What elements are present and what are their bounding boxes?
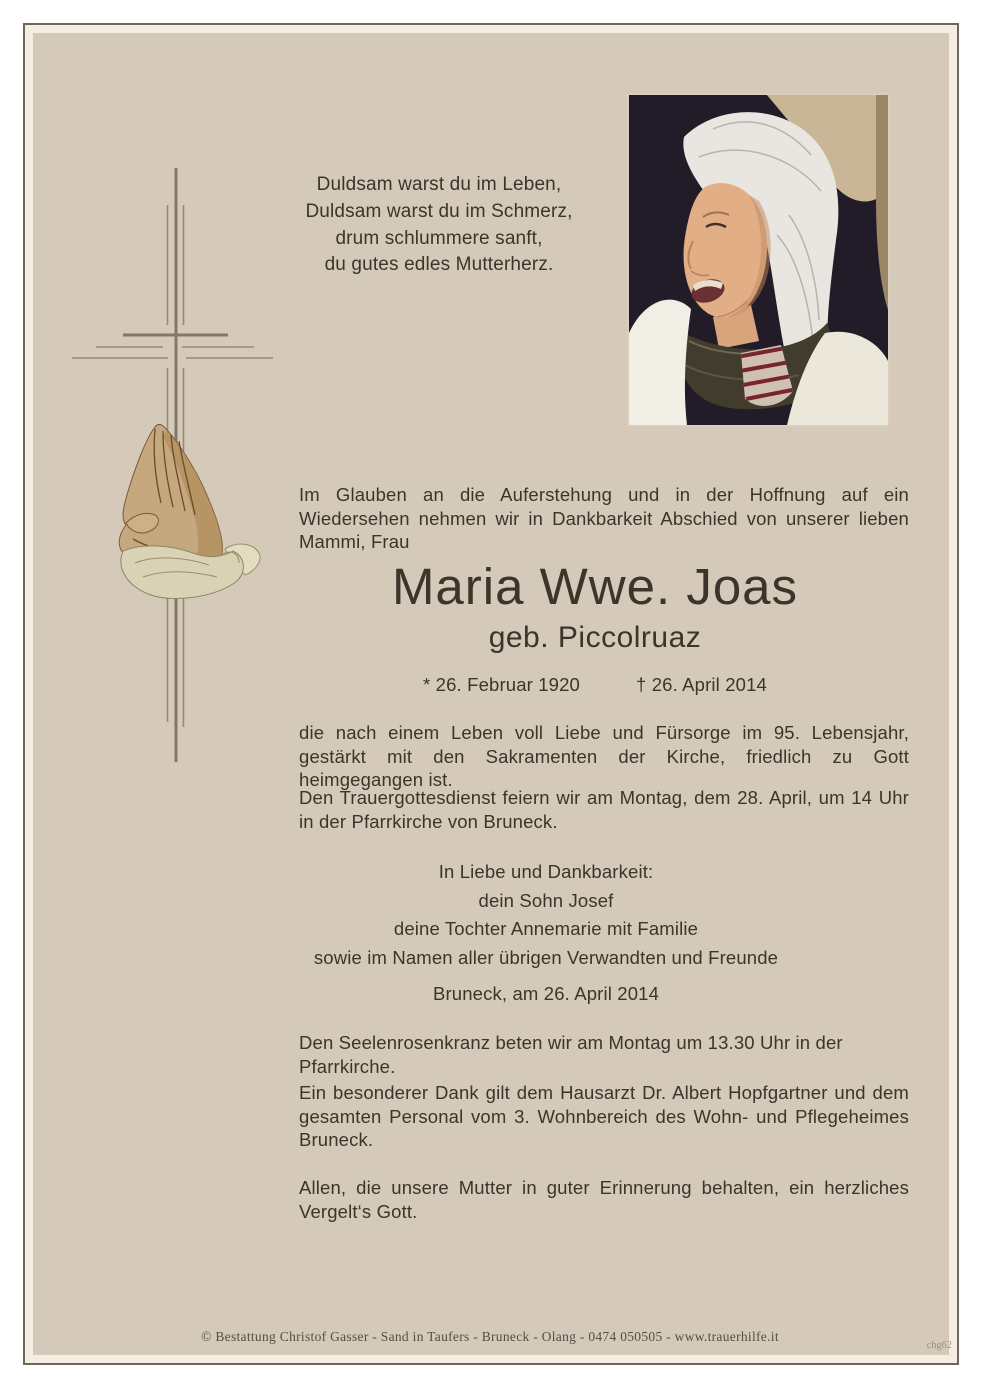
- thanks-paragraph: Ein besonderer Dank gilt dem Hausarzt Dr. Albert Hopfgartner und dem gesamten Personal vom 3. Wohnbereich des Wohn- und Pflegeheimes Bruneck.: [299, 1082, 909, 1150]
- maiden-name: geb. Piccolruaz: [488, 621, 702, 654]
- poem-line: Duldsam warst du im Leben,: [316, 174, 562, 195]
- intro-paragraph: Im Glauben an die Auferstehung und in der Hoffnung auf ein Wiedersehen nehmen wir in Dankbarkeit Abschied von unserer lieben Mammi, Frau: [299, 484, 909, 552]
- print-code: chg62: [926, 1340, 952, 1351]
- mourners-block: [299, 860, 793, 1006]
- poem-line: Duldsam warst du im Schmerz,: [305, 200, 573, 222]
- mourner-line: sowie im Namen aller übrigen Verwandten und Freunde: [313, 946, 779, 968]
- life-dates: [299, 673, 891, 697]
- mourner-line: deine Tochter Annemarie mit Familie: [393, 918, 699, 939]
- poem-line: drum schlummere sanft,: [335, 227, 543, 249]
- passing-paragraph: die nach einem Leben voll Liebe und Fürsorge im 95. Lebensjahr, gestärkt mit den Sakramenten der Kirche, friedlich zu Gott heimgegangen ist.: [299, 722, 909, 790]
- mourners-heading: In Liebe und Dankbarkeit:: [438, 861, 654, 882]
- rosary-paragraph: Den Seelenrosenkranz beten wir am Montag um 13.30 Uhr in der Pfarrkirche.: [299, 1032, 843, 1077]
- death-date: † 26. April 2014: [636, 674, 767, 695]
- service-paragraph: Den Trauergottesdienst feiern wir am Montag, dem 28. April, um 14 Uhr in der Pfarrkirche von Bruneck.: [299, 787, 909, 832]
- place-date-line: Bruneck, am 26. April 2014: [432, 983, 660, 1004]
- deceased-name: Maria Wwe. Joas: [391, 558, 799, 615]
- praying-hands-image: [103, 421, 268, 613]
- birth-date: * 26. Februar 1920: [423, 674, 580, 695]
- poem-line: du gutes edles Mutterherz.: [324, 254, 554, 276]
- mourner-line: dein Sohn Josef: [478, 889, 614, 911]
- funeral-home-footer: © Bestattung Christof Gasser - Sand in Taufers - Bruneck - Olang - 0474 050505 - www.trauerhilfe.it: [201, 1329, 779, 1344]
- portrait-photo-image: [629, 95, 888, 425]
- remembrance-paragraph: Allen, die unsere Mutter in guter Erinnerung behalten, ein herzliches Vergelt‘s Gott.: [299, 1177, 909, 1222]
- portrait-photo: [627, 93, 890, 427]
- poem: [299, 172, 579, 279]
- deceased-block: [299, 559, 891, 697]
